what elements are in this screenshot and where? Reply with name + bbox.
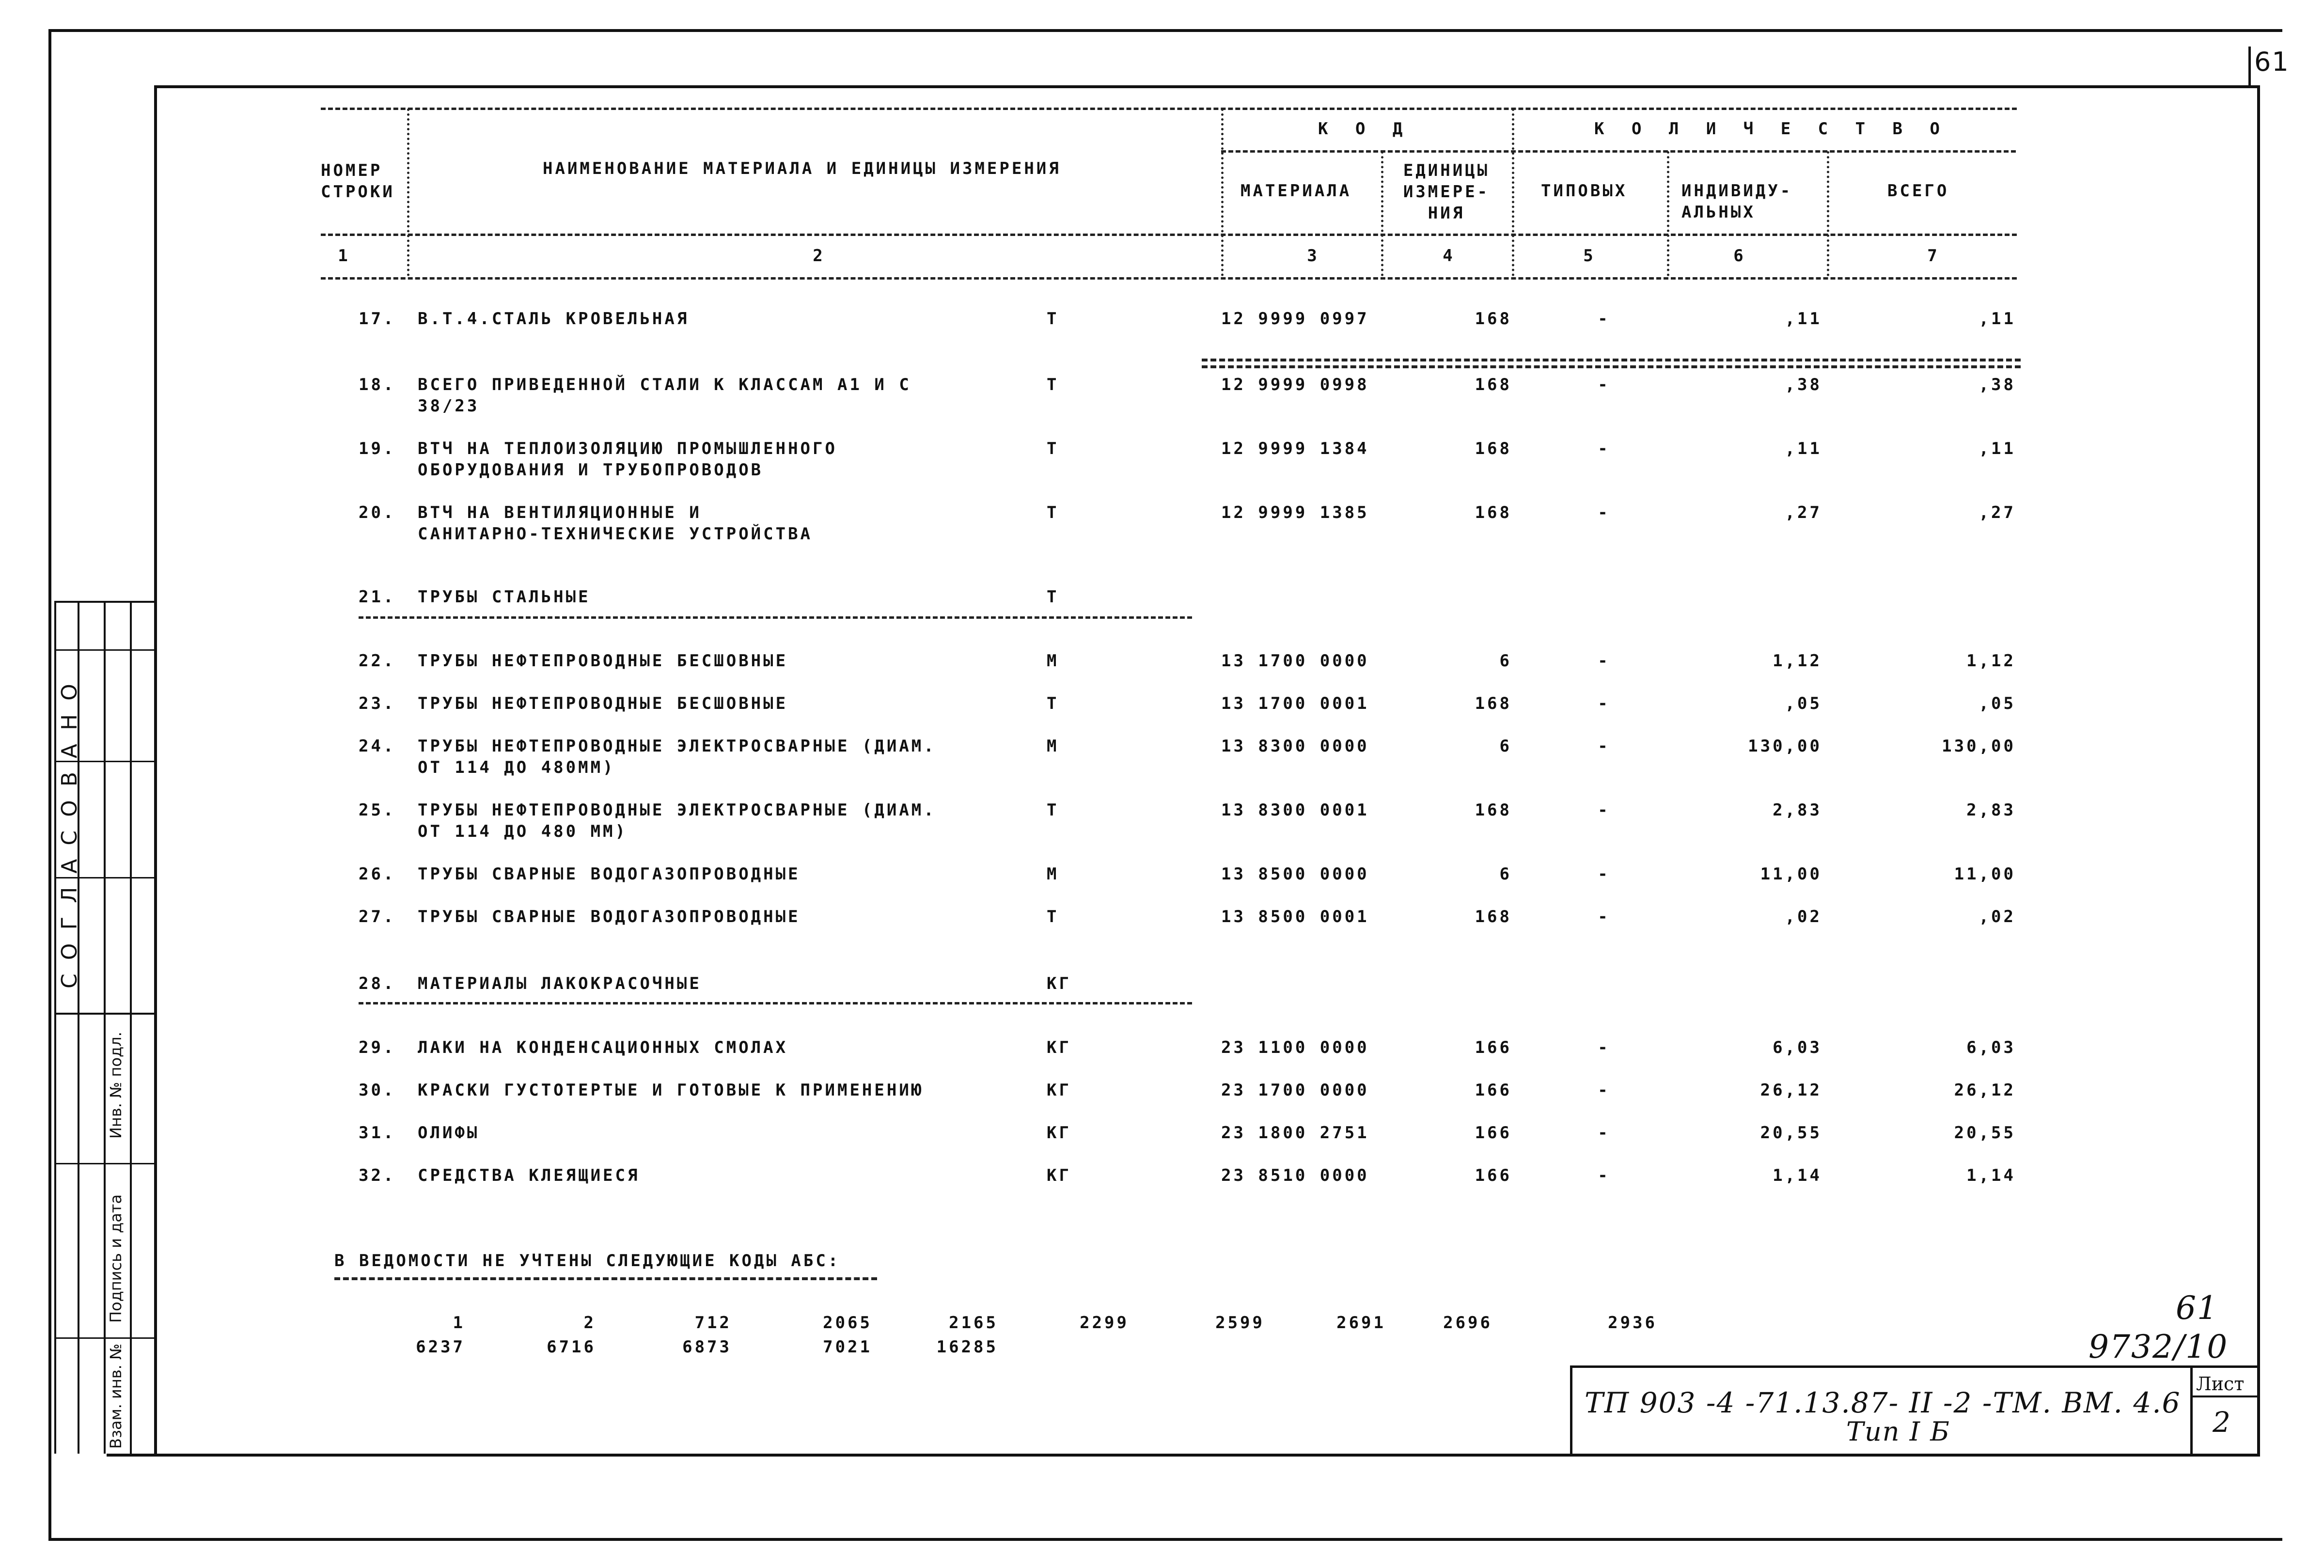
row-name: ТРУБЫ НЕФТЕПРОВОДНЫЕ БЕСШОВНЫЕ xyxy=(418,651,788,671)
handwritten-inventory-number: 9732/10 xyxy=(2088,1328,2229,1365)
header-divider-5 xyxy=(1667,151,1669,276)
row-number: 21. xyxy=(359,587,396,607)
row-typical: - xyxy=(1598,1123,1610,1143)
row-individual: 26,12 xyxy=(1760,1081,1822,1100)
row-code: 12 9999 1384 xyxy=(1221,439,1369,458)
row-name: МАТЕРИАЛЫ ЛАКОКРАСОЧНЫЕ xyxy=(418,974,702,993)
side-strip-line-4 xyxy=(130,601,132,1454)
row-code: 12 9999 0997 xyxy=(1221,309,1369,329)
row-name: ЛАКИ НА КОНДЕНСАЦИОННЫХ СМОЛАХ xyxy=(418,1038,788,1057)
side-strip-sep-6 xyxy=(54,1337,156,1339)
header-top-rule xyxy=(321,108,2017,110)
side-label-sign-date: Подпись и дата xyxy=(107,1194,125,1323)
colnum-2: 2 xyxy=(813,246,825,266)
row-typical: - xyxy=(1598,800,1610,820)
stamp-list-label: Лист xyxy=(2196,1373,2245,1395)
header-row-no: НОМЕР СТРОКИ xyxy=(321,161,395,202)
row-unit: Т xyxy=(1047,694,1059,713)
row-number: 24. xyxy=(359,737,396,756)
row-name: КРАСКИ ГУСТОТЕРТЫЕ И ГОТОВЫЕ К ПРИМЕНЕНИЮ xyxy=(418,1081,924,1100)
row-typical: - xyxy=(1598,864,1610,884)
row-typical: - xyxy=(1598,1081,1610,1100)
group-separator-pipes xyxy=(359,616,1192,619)
row-uom: 168 xyxy=(1475,503,1512,522)
row-unit: Т xyxy=(1047,907,1059,926)
side-strip-line-1 xyxy=(54,601,56,1454)
row-number: 22. xyxy=(359,651,396,671)
header-divider-4 xyxy=(1512,109,1514,276)
row-typical: - xyxy=(1598,309,1610,329)
note-code: 2 xyxy=(583,1313,596,1333)
note-code: 6873 xyxy=(682,1337,732,1357)
note-code: 1 xyxy=(453,1313,465,1333)
row-total: ,11 xyxy=(1979,439,2016,458)
side-strip-line-3 xyxy=(104,601,106,1454)
row-code: 13 8500 0001 xyxy=(1221,907,1369,926)
header-divider-1 xyxy=(407,109,409,276)
outer-frame-left xyxy=(48,29,51,1541)
note-code: 7021 xyxy=(823,1337,872,1357)
row-individual: 2,83 xyxy=(1773,800,1822,820)
row-individual: ,02 xyxy=(1785,907,1822,926)
row-uom: 168 xyxy=(1475,439,1512,458)
row-uom: 168 xyxy=(1475,375,1512,394)
note-code: 2936 xyxy=(1608,1313,1657,1333)
row-unit: КГ xyxy=(1047,1081,1071,1100)
row-code: 13 8300 0000 xyxy=(1221,737,1369,756)
row-uom: 166 xyxy=(1475,1123,1512,1143)
row-typical: - xyxy=(1598,694,1610,713)
row-individual: ,11 xyxy=(1785,439,1822,458)
row-unit: КГ xyxy=(1047,1123,1071,1143)
colnum-6: 6 xyxy=(1733,246,1746,266)
row-number: 25. xyxy=(359,800,396,820)
row-uom: 168 xyxy=(1475,694,1512,713)
colnum-5: 5 xyxy=(1583,246,1596,266)
row-uom: 6 xyxy=(1499,737,1512,756)
row-code: 23 1700 0000 xyxy=(1221,1081,1369,1100)
row-number: 17. xyxy=(359,309,396,329)
row-unit: Т xyxy=(1047,439,1059,458)
outer-frame-bottom xyxy=(48,1538,2282,1541)
row-number: 29. xyxy=(359,1038,396,1057)
inner-frame-top xyxy=(154,85,2260,88)
row-name: ВТЧ НА ВЕНТИЛЯЦИОННЫЕ И САНИТАРНО-ТЕХНИЧЕСКИЕ УСТРОЙСТВА xyxy=(418,503,813,544)
row-code: 23 1800 2751 xyxy=(1221,1123,1369,1143)
corner-box-left xyxy=(2248,47,2251,87)
row-number: 19. xyxy=(359,439,396,458)
inner-frame-bottom xyxy=(107,1454,2260,1457)
row-unit: М xyxy=(1047,737,1059,756)
row-number: 26. xyxy=(359,864,396,884)
row-name: ТРУБЫ СВАРНЫЕ ВОДОГАЗОПРОВОДНЫЕ xyxy=(418,864,801,884)
header-divider-2 xyxy=(1221,109,1224,276)
row-name: ТРУБЫ НЕФТЕПРОВОДНЫЕ БЕСШОВНЫЕ xyxy=(418,694,788,713)
row-uom: 166 xyxy=(1475,1166,1512,1185)
header-total: ВСЕГО xyxy=(1887,181,1949,201)
row-code: 13 1700 0001 xyxy=(1221,694,1369,713)
note-code: 2696 xyxy=(1443,1313,1492,1333)
row-code: 23 1100 0000 xyxy=(1221,1038,1369,1057)
row-typical: - xyxy=(1598,1166,1610,1185)
row-typical: - xyxy=(1598,907,1610,926)
stamp-list-number: 2 xyxy=(2213,1406,2231,1439)
group-separator-paints xyxy=(359,1002,1192,1004)
row-number: 23. xyxy=(359,694,396,713)
row-individual: 11,00 xyxy=(1760,864,1822,884)
colnum-bottom-rule xyxy=(321,277,2017,280)
note-code: 16285 xyxy=(936,1337,998,1357)
row-name: ТРУБЫ НЕФТЕПРОВОДНЫЕ ЭЛЕКТРОСВАРНЫЕ (ДИАМ. ОТ 114 ДО 480 ММ) xyxy=(418,800,936,841)
row-typical: - xyxy=(1598,503,1610,522)
row-code: 13 8300 0001 xyxy=(1221,800,1369,820)
row-total: 11,00 xyxy=(1954,864,2016,884)
row-total: ,05 xyxy=(1979,694,2016,713)
row-uom: 6 xyxy=(1499,864,1512,884)
row-total: 20,55 xyxy=(1954,1123,2016,1143)
row-total: ,27 xyxy=(1979,503,2016,522)
row-uom: 166 xyxy=(1475,1038,1512,1057)
note-code: 6237 xyxy=(416,1337,465,1357)
row-unit: Т xyxy=(1047,309,1059,329)
row-total: 2,83 xyxy=(1966,800,2016,820)
row-typical: - xyxy=(1598,1038,1610,1057)
corner-page-number: 61 xyxy=(2254,47,2290,77)
total-separator-2 xyxy=(1202,365,2021,368)
note-title: В ВЕДОМОСТИ НЕ УЧТЕНЫ СЛЕДУЮЩИЕ КОДЫ АБС: xyxy=(334,1251,841,1270)
row-uom: 168 xyxy=(1475,800,1512,820)
row-total: 26,12 xyxy=(1954,1081,2016,1100)
note-underline xyxy=(334,1277,877,1280)
header-unit: ЕДИНИЦЫ ИЗМЕРЕ- НИЯ xyxy=(1403,161,1490,223)
row-unit: КГ xyxy=(1047,974,1071,993)
row-total: 6,03 xyxy=(1966,1038,2016,1057)
row-number: 31. xyxy=(359,1123,396,1143)
row-number: 32. xyxy=(359,1166,396,1185)
header-individual: ИНДИВИДУ- АЛЬНЫХ xyxy=(1681,181,1793,222)
colnum-1: 1 xyxy=(338,246,350,266)
row-total: 1,12 xyxy=(1966,651,2016,671)
note-code: 2599 xyxy=(1215,1313,1265,1333)
row-name: ТРУБЫ НЕФТЕПРОВОДНЫЕ ЭЛЕКТРОСВАРНЫЕ (ДИАМ. ОТ 114 ДО 480ММ) xyxy=(418,737,936,777)
row-typical: - xyxy=(1598,439,1610,458)
side-strip-sep-4 xyxy=(54,1013,156,1015)
row-number: 28. xyxy=(359,974,396,993)
row-individual: 20,55 xyxy=(1760,1123,1822,1143)
row-uom: 168 xyxy=(1475,907,1512,926)
row-name: В.Т.4.СТАЛЬ КРОВЕЛЬНАЯ xyxy=(418,309,690,329)
row-total: 130,00 xyxy=(1942,737,2016,756)
row-number: 27. xyxy=(359,907,396,926)
row-uom: 168 xyxy=(1475,309,1512,329)
row-code: 13 8500 0000 xyxy=(1221,864,1369,884)
row-individual: 1,12 xyxy=(1773,651,1822,671)
row-unit: Т xyxy=(1047,800,1059,820)
row-unit: КГ xyxy=(1047,1166,1071,1185)
row-total: 1,14 xyxy=(1966,1166,2016,1185)
row-name: ТРУБЫ СТАЛЬНЫЕ xyxy=(418,587,591,607)
row-unit: Т xyxy=(1047,375,1059,394)
row-individual: ,05 xyxy=(1785,694,1822,713)
row-individual: 6,03 xyxy=(1773,1038,1822,1057)
row-unit: Т xyxy=(1047,503,1059,522)
colnum-4: 4 xyxy=(1443,246,1455,266)
side-strip-sep-5 xyxy=(54,1163,156,1164)
row-uom: 6 xyxy=(1499,651,1512,671)
note-code: 6716 xyxy=(547,1337,596,1357)
row-unit: М xyxy=(1047,651,1059,671)
row-name: ВТЧ НА ТЕПЛОИЗОЛЯЦИЮ ПРОМЫШЛЕННОГО ОБОРУДОВАНИЯ И ТРУБОПРОВОДОВ xyxy=(418,439,837,480)
row-uom: 166 xyxy=(1475,1081,1512,1100)
header-divider-3 xyxy=(1381,151,1383,276)
row-code: 23 8510 0000 xyxy=(1221,1166,1369,1185)
row-typical: - xyxy=(1598,737,1610,756)
side-strip-sep-1 xyxy=(54,649,156,651)
inner-frame-right xyxy=(2257,85,2260,1457)
side-strip-top xyxy=(54,601,156,603)
note-code: 2165 xyxy=(949,1313,998,1333)
row-individual: ,38 xyxy=(1785,375,1822,394)
note-code: 2065 xyxy=(823,1313,872,1333)
colnum-3: 3 xyxy=(1307,246,1319,266)
row-typical: - xyxy=(1598,651,1610,671)
stamp-type: Тип I Б xyxy=(1846,1416,1950,1447)
header-typical: ТИПОВЫХ xyxy=(1541,181,1628,201)
row-typical: - xyxy=(1598,375,1610,394)
row-name: ОЛИФЫ xyxy=(418,1123,480,1143)
note-code: 2299 xyxy=(1080,1313,1129,1333)
header-bottom-rule xyxy=(321,234,2017,236)
row-individual: ,11 xyxy=(1785,309,1822,329)
row-code: 12 9999 0998 xyxy=(1221,375,1369,394)
row-individual: ,27 xyxy=(1785,503,1822,522)
header-material: МАТЕРИАЛА xyxy=(1241,181,1352,201)
total-separator-1 xyxy=(1202,359,2021,361)
row-number: 30. xyxy=(359,1081,396,1100)
stamp-list-divider xyxy=(2190,1365,2193,1456)
row-individual: 1,14 xyxy=(1773,1166,1822,1185)
header-name: НАИМЕНОВАНИЕ МАТЕРИАЛА И ЕДИНИЦЫ ИЗМЕРЕНИЯ xyxy=(543,159,1061,178)
row-unit: Т xyxy=(1047,587,1059,607)
stamp-left xyxy=(1570,1365,1572,1456)
inner-frame-left xyxy=(154,85,157,1457)
row-unit: М xyxy=(1047,864,1059,884)
row-name: ВСЕГО ПРИВЕДЕННОЙ СТАЛИ К КЛАССАМ А1 И С 38/23 xyxy=(418,375,911,416)
header-quantity: К О Л И Ч Е С Т В О xyxy=(1594,119,1948,139)
row-code: 12 9999 1385 xyxy=(1221,503,1369,522)
row-name: СРЕДСТВА КЛЕЯЩИЕСЯ xyxy=(418,1166,640,1185)
stamp-list-sep xyxy=(2190,1396,2259,1397)
note-code: 2691 xyxy=(1336,1313,1386,1333)
side-label-replace-inv: Взам. инв. № xyxy=(107,1343,125,1449)
header-code: К О Д xyxy=(1318,119,1412,139)
row-total: ,02 xyxy=(1979,907,2016,926)
row-number: 20. xyxy=(359,503,396,522)
row-unit: КГ xyxy=(1047,1038,1071,1057)
handwritten-page-number: 61 xyxy=(2176,1289,2218,1327)
header-code-rule xyxy=(1221,150,2016,153)
row-number: 18. xyxy=(359,375,396,394)
outer-frame-top xyxy=(48,29,2282,32)
row-total: ,11 xyxy=(1979,309,2016,329)
side-label-inv-sub: Инв. № подл. xyxy=(107,1032,125,1139)
row-code: 13 1700 0000 xyxy=(1221,651,1369,671)
colnum-7: 7 xyxy=(1927,246,1940,266)
row-name: ТРУБЫ СВАРНЫЕ ВОДОГАЗОПРОВОДНЫЕ xyxy=(418,907,801,926)
header-divider-6 xyxy=(1827,151,1829,276)
stamp-code: ТП 903 -4 -71.13.87- II -2 -ТМ. ВМ. 4.6 xyxy=(1585,1386,2181,1419)
row-total: ,38 xyxy=(1979,375,2016,394)
side-label-agreed: СОГЛАСОВАНО xyxy=(57,670,82,988)
row-individual: 130,00 xyxy=(1748,737,1822,756)
note-code: 712 xyxy=(694,1313,732,1333)
